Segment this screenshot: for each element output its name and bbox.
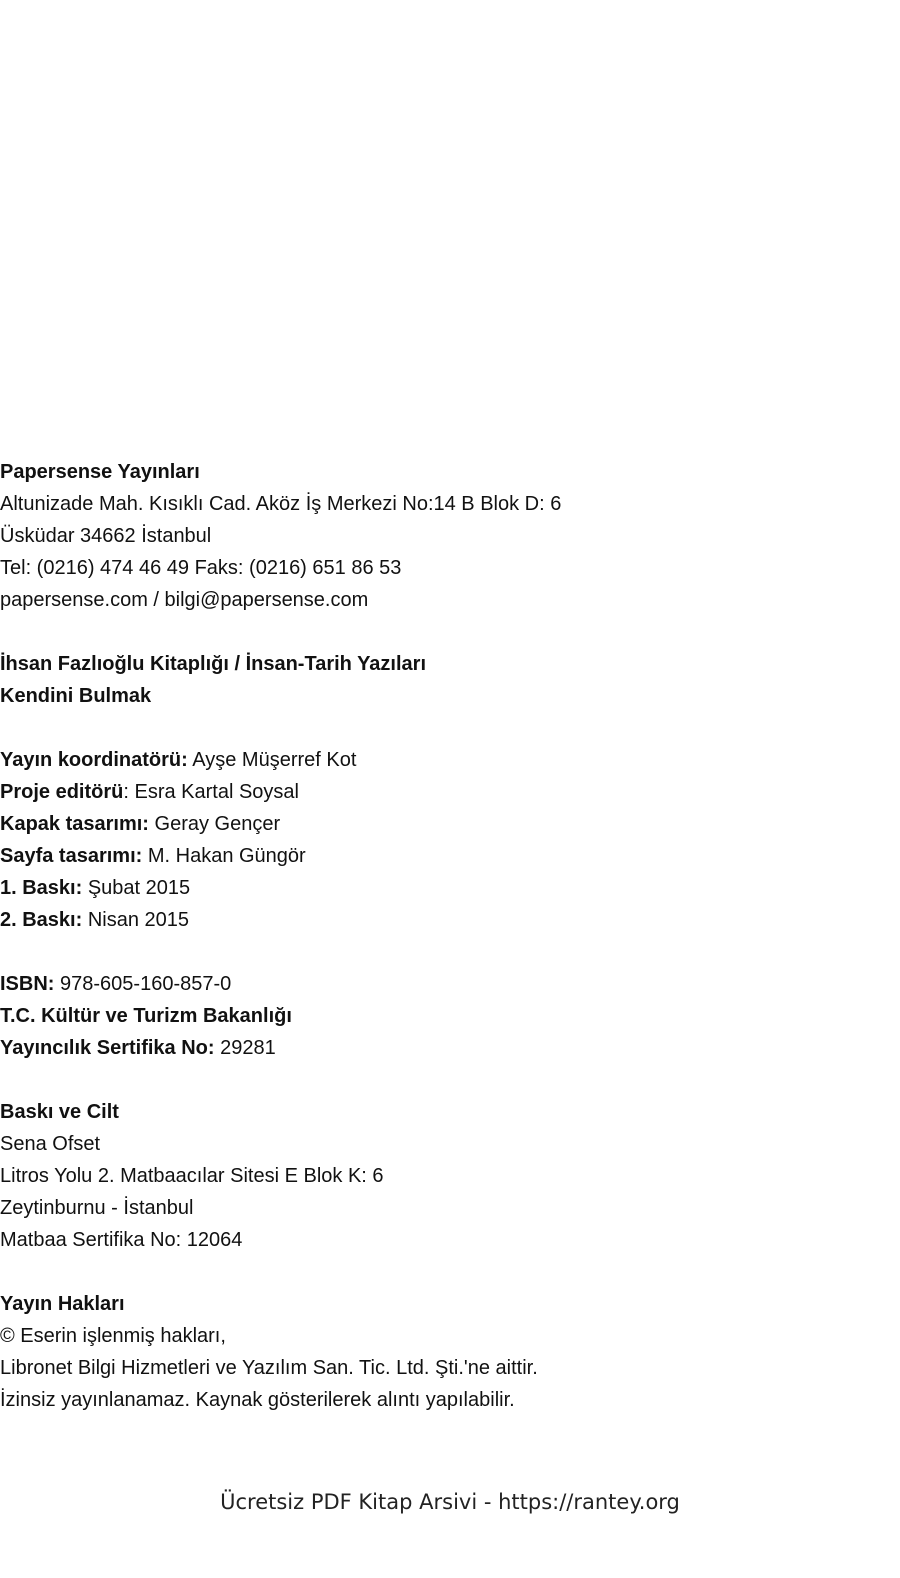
publisher-certificate	[0, 1032, 880, 1064]
credit-value: Nisan 2015	[82, 909, 190, 931]
credit-project-editor	[0, 776, 880, 808]
colophon	[0, 456, 880, 1416]
publisher-phone-fax: Tel: (0216) 474 46 49 Faks: (0216) 651 86 53	[0, 557, 402, 579]
publisher-web-email: papersense.com / bilgi@papersense.com	[0, 589, 369, 611]
book-series: İhsan Fazlıoğlu Kitaplığı / İnsan-Tarih Yazıları	[0, 653, 427, 675]
printer-address-line1: Litros Yolu 2. Matbaacılar Sitesi E Blok K: 6	[0, 1165, 384, 1187]
spacer	[0, 616, 880, 648]
credit-page-design	[0, 840, 880, 872]
certificate-value: 29281	[214, 1037, 276, 1059]
credit-label: Sayfa tasarımı:	[0, 845, 143, 867]
credit-value: Şubat 2015	[82, 877, 191, 899]
credit-value: Ayşe Müşerref Kot	[187, 749, 357, 771]
spacer	[0, 712, 880, 744]
ministry-name: T.C. Kültür ve Turizm Bakanlığı	[0, 1005, 292, 1027]
printer-name: Sena Ofset	[0, 1133, 101, 1155]
spacer	[0, 936, 880, 968]
credit-label: 1. Baskı:	[0, 877, 83, 899]
rights-line1: © Eserin işlenmiş hakları,	[0, 1325, 226, 1347]
credit-value: Geray Gençer	[148, 813, 281, 835]
publisher-address-line2: Üsküdar 34662 İstanbul	[0, 525, 212, 547]
credit-second-print	[0, 904, 880, 936]
printer-certificate: Matbaa Sertifika No: 12064	[0, 1229, 243, 1251]
credit-cover-design	[0, 808, 880, 840]
spacer	[0, 1064, 880, 1096]
credit-value: : Esra Kartal Soysal	[123, 781, 299, 803]
rights-heading: Yayın Hakları	[0, 1293, 125, 1315]
credit-coordinator	[0, 744, 880, 776]
rights-line3: İzinsiz yayınlanamaz. Kaynak gösterilerek alıntı yapılabilir.	[0, 1389, 515, 1411]
isbn-value: 978-605-160-857-0	[54, 973, 232, 995]
printer-address-line2: Zeytinburnu - İstanbul	[0, 1197, 194, 1219]
certificate-label: Yayıncılık Sertifika No:	[0, 1037, 215, 1059]
credit-value: M. Hakan Güngör	[142, 845, 306, 867]
publisher-address-line1: Altunizade Mah. Kısıklı Cad. Aköz İş Merkezi No:14 B Blok D: 6	[0, 493, 562, 515]
isbn-label: ISBN:	[0, 973, 55, 995]
credit-label: Kapak tasarımı:	[0, 813, 149, 835]
rights-line2: Libronet Bilgi Hizmetleri ve Yazılım San. Tic. Ltd. Şti.'ne aittir.	[0, 1357, 538, 1379]
credit-label: Proje editörü	[0, 781, 124, 803]
isbn-line	[0, 968, 880, 1000]
footer-watermark: Ücretsiz PDF Kitap Arsivi - https://rantey.org	[220, 1490, 680, 1514]
credit-label: 2. Baskı:	[0, 909, 83, 931]
credit-first-print	[0, 872, 880, 904]
spacer	[0, 1256, 880, 1288]
book-title: Kendini Bulmak	[0, 685, 152, 707]
printing-heading: Baskı ve Cilt	[0, 1101, 119, 1123]
publisher-name: Papersense Yayınları	[0, 461, 200, 483]
credit-label: Yayın koordinatörü:	[0, 749, 188, 771]
